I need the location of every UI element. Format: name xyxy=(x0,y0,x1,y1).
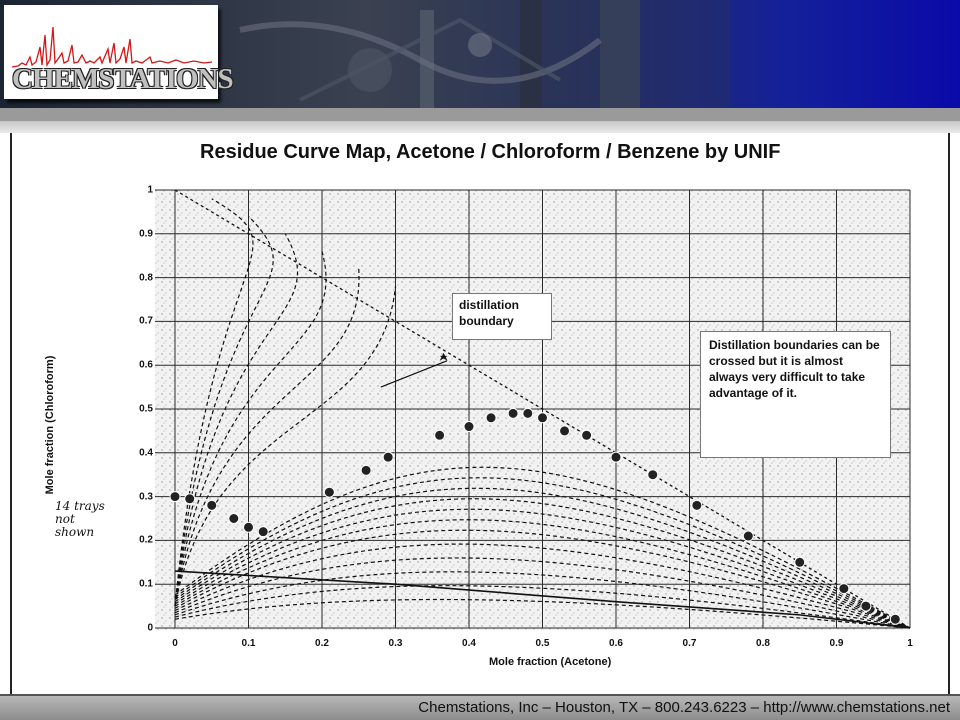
footer-contact-text: Chemstations, Inc – Houston, TX – 800.243.6223 – http://www.chemstations.net xyxy=(418,699,950,716)
column-profile-point xyxy=(207,500,217,510)
column-profile-point xyxy=(383,452,393,462)
y-tick-label: 1 xyxy=(147,184,153,196)
x-axis-label: Mole fraction (Acetone) xyxy=(489,656,612,668)
column-profile-point xyxy=(743,531,753,541)
y-tick-label: 0.4 xyxy=(139,447,153,459)
y-tick-label: 0.3 xyxy=(139,491,153,503)
column-profile-point xyxy=(890,614,900,624)
y-axis-label: Mole fraction (Chloroform) xyxy=(44,355,56,495)
column-profile-point xyxy=(170,492,180,502)
column-profile-point xyxy=(611,452,621,462)
x-tick-label: 0.2 xyxy=(315,638,329,649)
y-tick-label: 0.8 xyxy=(139,272,153,284)
column-profile-point xyxy=(486,413,496,423)
column-profile-point xyxy=(435,430,445,440)
x-tick-label: 1 xyxy=(907,638,913,649)
column-profile-point xyxy=(258,527,268,537)
column-profile-point xyxy=(185,494,195,504)
column-profile-point xyxy=(324,487,334,497)
column-profile-point xyxy=(508,408,518,418)
column-profile-point xyxy=(648,470,658,480)
column-profile-point xyxy=(692,500,702,510)
column-profile-point xyxy=(582,430,592,440)
column-profile-point xyxy=(361,465,371,475)
x-tick-label: 0.9 xyxy=(829,638,844,649)
x-tick-label: 0.5 xyxy=(535,638,550,649)
column-profile-point xyxy=(229,514,239,524)
footer-bar xyxy=(0,694,960,720)
distillation-boundary-callout: distillation boundary xyxy=(452,293,552,340)
x-tick-label: 0.4 xyxy=(462,638,476,649)
column-profile-point xyxy=(839,584,849,594)
x-tick-label: 0.1 xyxy=(241,638,256,649)
y-tick-label: 0.5 xyxy=(139,403,153,415)
logo-wordmark: CHEMSTATIONS xyxy=(12,63,233,95)
column-profile-point xyxy=(538,413,548,423)
y-tick-label: 0.1 xyxy=(139,578,153,590)
column-profile-point xyxy=(795,557,805,567)
column-profile-point xyxy=(560,426,570,436)
x-tick-label: 0.8 xyxy=(756,638,770,649)
y-tick-label: 0.9 xyxy=(139,228,153,240)
chart-title: Residue Curve Map, Acetone / Chloroform / Benzene by UNIF xyxy=(200,141,781,163)
column-profile-point xyxy=(464,422,474,432)
column-profile-point xyxy=(523,408,533,418)
y-tick-label: 0.7 xyxy=(139,315,153,327)
x-tick-label: 0.3 xyxy=(388,638,403,649)
x-tick-label: 0.7 xyxy=(682,638,697,649)
column-profile-point xyxy=(861,601,871,611)
distillation-note-callout: Distillation boundaries can be crossed but it is almost always very difficult to take advantage of it. xyxy=(700,331,891,458)
y-tick-label: 0.6 xyxy=(139,359,153,371)
handwritten-note: 14 trays not shown xyxy=(55,499,105,539)
y-tick-label: 0.2 xyxy=(139,534,153,546)
x-tick-label: 0.6 xyxy=(609,638,623,649)
x-tick-label: 0 xyxy=(172,638,178,649)
column-profile-point xyxy=(244,522,254,532)
y-tick-label: 0 xyxy=(147,622,153,634)
